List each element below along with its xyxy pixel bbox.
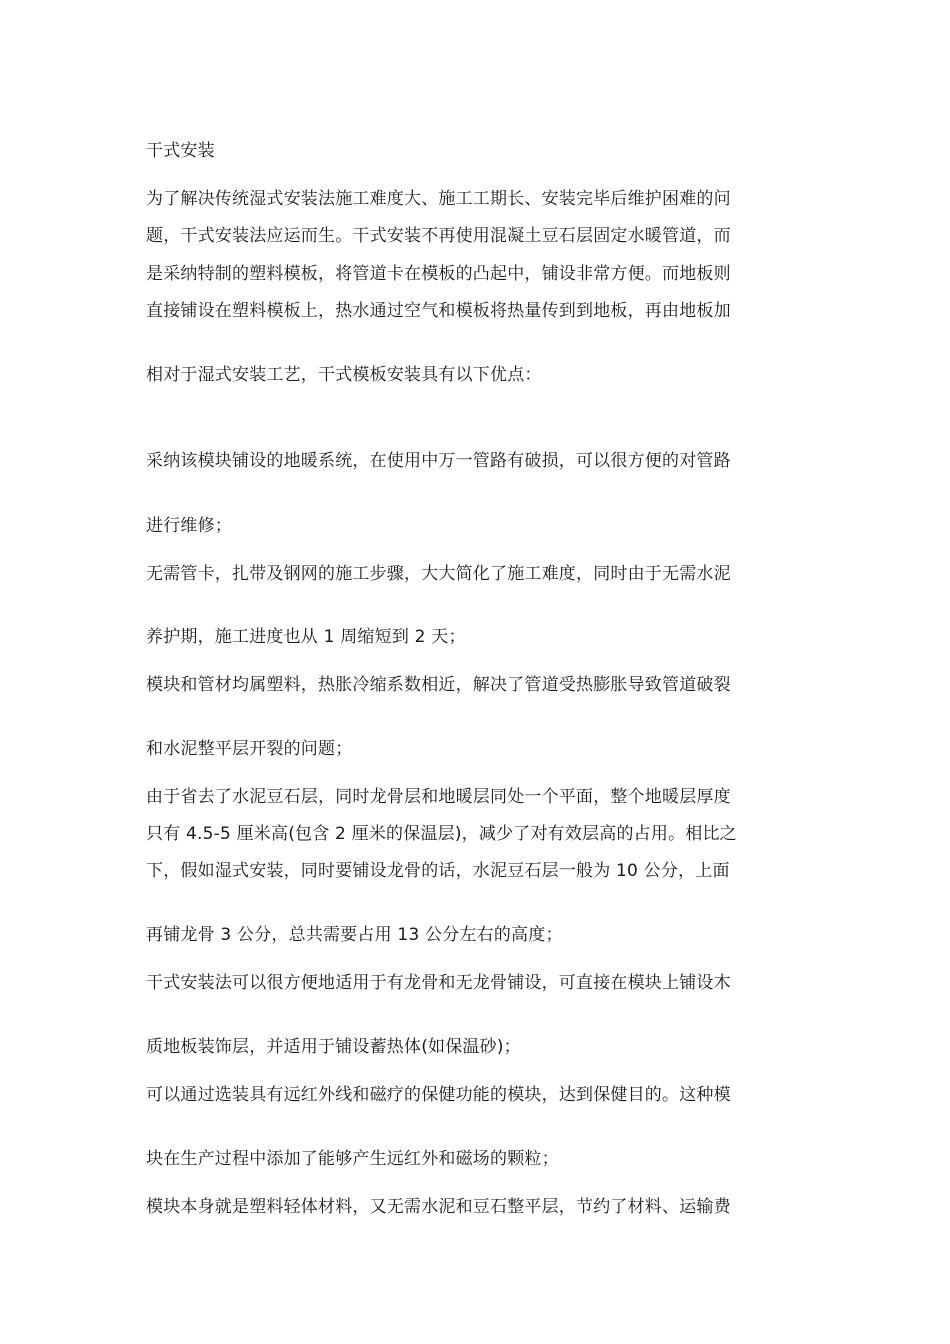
section-heading: 干式安装 [146, 141, 215, 161]
paragraph-line: 题，干式安装法应运而生。干式安装不再使用混凝土豆石层固定水暖管道，而 [146, 226, 731, 246]
paragraph-line: 为了解决传统湿式安装法施工难度大、施工工期长、安装完毕后维护困难的问 [146, 189, 731, 209]
paragraph-line: 块在生产过程中添加了能够产生远红外和磁场的颗粒； [146, 1149, 559, 1169]
paragraph-line: 质地板装饰层，并适用于铺设蓄热体(如保温砂)； [146, 1037, 521, 1057]
paragraph-line: 进行维修； [146, 516, 232, 536]
paragraph-line: 和水泥整平层开裂的问题； [146, 739, 353, 759]
paragraph-line: 再铺龙骨 3 公分，总共需要占用 13 公分左右的高度； [146, 925, 563, 945]
paragraph-line: 相对于湿式安装工艺，干式模板安装具有以下优点： [146, 365, 542, 385]
paragraph-line: 无需管卡，扎带及钢网的施工步骤，大大简化了施工难度，同时由于无需水泥 [146, 564, 731, 584]
paragraph-line: 养护期，施工进度也从 1 周缩短到 2 天； [146, 627, 466, 647]
paragraph-line: 只有 4.5-5 厘米高(包含 2 厘米的保温层)，减少了对有效层高的占用。相比之 [146, 824, 737, 844]
paragraph-line: 干式安装法可以很方便地适用于有龙骨和无龙骨铺设，可直接在模块上铺设木 [146, 973, 731, 993]
paragraph-line: 采纳该模块铺设的地暖系统，在使用中万一管路有破损，可以很方便的对管路 [146, 451, 731, 471]
paragraph-line: 是采纳特制的塑料模板，将管道卡在模板的凸起中，铺设非常方便。而地板则 [146, 264, 731, 284]
paragraph-line: 直接铺设在塑料模板上，热水通过空气和模板将热量传到到地板，再由地板加 [146, 301, 731, 321]
paragraph-line: 下，假如湿式安装，同时要铺设龙骨的话，水泥豆石层一般为 10 公分，上面 [146, 861, 730, 881]
paragraph-line: 由于省去了水泥豆石层，同时龙骨层和地暖层同处一个平面，整个地暖层厚度 [146, 787, 731, 807]
paragraph-line: 模块本身就是塑料轻体材料，又无需水泥和豆石整平层，节约了材料、运输费 [146, 1197, 731, 1217]
paragraph-line: 可以通过选装具有远红外线和磁疗的保健功能的模块，达到保健目的。这种模 [146, 1085, 731, 1105]
paragraph-line: 模块和管材均属塑料，热胀冷缩系数相近，解决了管道受热膨胀导致管道破裂 [146, 675, 731, 695]
